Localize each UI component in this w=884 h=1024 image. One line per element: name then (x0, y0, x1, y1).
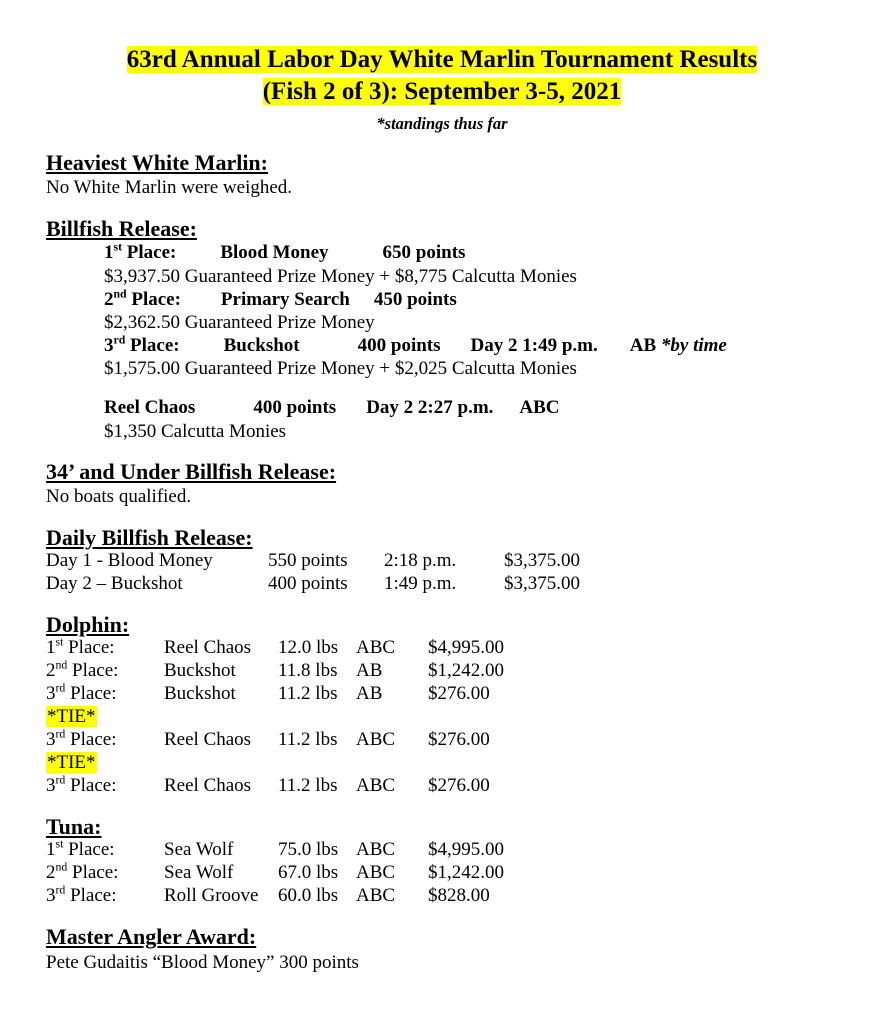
dolphin-angler: AB (356, 683, 383, 705)
tuna-table (46, 839, 548, 908)
daily-time: 2:18 p.m. (384, 550, 457, 572)
dolphin-table-continued-2 (46, 775, 548, 798)
billfish-entry-1 (46, 241, 838, 264)
tuna-angler: ABC (356, 839, 396, 861)
billfish-release-heading: Billfish Release: (46, 216, 197, 242)
day-time: Day 2 1:49 p.m. (470, 335, 598, 357)
dolphin-place: 3rd Place: (46, 773, 117, 797)
place-num: 3 (104, 335, 114, 357)
tuna-place: 3rd Place: (46, 884, 117, 907)
dolphin-boat: Reel Chaos (164, 775, 252, 797)
points: 450 points (373, 288, 457, 310)
daily-points: 400 points (268, 573, 348, 595)
daily-heading: Daily Billfish Release: (46, 524, 253, 550)
tuna-boat: Roll Groove (164, 885, 259, 907)
boat-name: Buckshot (223, 335, 300, 357)
dolphin-heading: Dolphin: (46, 612, 130, 638)
daily-points: 550 points (268, 550, 348, 572)
tuna-weight: 60.0 lbs (278, 885, 339, 907)
billfish-entry-2-line (104, 288, 838, 311)
table-row (46, 573, 624, 596)
tuna-boat: Sea Wolf (164, 839, 234, 861)
dolphin-place: 3rd Place: (46, 682, 117, 705)
dolphin-tie-marker-2: *TIE* (47, 752, 96, 774)
dolphin-weight: 11.2 lbs (278, 729, 338, 751)
table-row (46, 550, 624, 573)
points: 650 points (382, 242, 466, 264)
boat-name: Reel Chaos (104, 397, 196, 419)
boat-name: Blood Money (220, 242, 329, 264)
dolphin-table-continued-1 (46, 729, 548, 752)
points: 400 points (357, 335, 441, 357)
billfish-entry-1-money: $3,937.50 Guaranteed Prize Money + $8,775 Calcutta Monies (104, 265, 577, 287)
table-row (46, 729, 548, 752)
master-angler-heading: Master Angler Award: (46, 924, 257, 950)
daily-table (46, 550, 624, 596)
dolphin-angler: ABC (356, 637, 396, 659)
section-billfish-release (46, 216, 838, 443)
billfish-entry-2 (46, 288, 838, 311)
dolphin-boat: Reel Chaos (164, 637, 252, 659)
title-line-1: 63rd Annual Labor Day White Marlin Tournament Results (126, 46, 758, 73)
tuna-angler: ABC (356, 885, 396, 907)
section-dolphin (46, 612, 838, 798)
tuna-weight: 75.0 lbs (278, 839, 339, 861)
section-master-angler-award (46, 924, 838, 974)
section-heaviest-white-marlin (46, 150, 838, 200)
place-num: 1 (104, 242, 114, 264)
points: 400 points (253, 397, 337, 419)
billfish-entry-1-line (104, 241, 838, 264)
table-row (46, 637, 548, 660)
place-sup: st (113, 241, 122, 255)
place-rest: Place: (122, 242, 177, 264)
angler-code: AB (629, 335, 657, 357)
heaviest-heading: Heaviest White Marlin: (46, 150, 268, 175)
dolphin-weight: 11.8 lbs (278, 660, 338, 682)
table-row (46, 660, 548, 683)
table-row (46, 885, 548, 908)
billfish-extra-entry-line (104, 396, 838, 419)
dolphin-amount: $276.00 (428, 683, 490, 705)
billfish-extra-entry (46, 396, 838, 419)
tuna-boat: Sea Wolf (164, 862, 234, 884)
dolphin-place: 3rd Place: (46, 727, 117, 751)
document-title (46, 44, 838, 108)
tuna-weight: 67.0 lbs (278, 862, 339, 884)
day-time: Day 2 2:27 p.m. (366, 397, 494, 419)
tuna-amount: $4,995.00 (428, 839, 504, 861)
dolphin-place: 1st Place: (46, 636, 115, 659)
billfish-entry-3 (46, 334, 838, 357)
under34-heading: 34’ and Under Billfish Release: (46, 458, 337, 484)
boat-name: Primary Search (220, 288, 350, 310)
dolphin-amount: $1,242.00 (428, 660, 504, 682)
tuna-place: 2nd Place: (46, 861, 119, 884)
table-row (46, 775, 548, 798)
table-row (46, 862, 548, 885)
dolphin-boat: Buckshot (164, 660, 236, 682)
dolphin-amount: $276.00 (428, 729, 490, 751)
tuna-place: 1st Place: (46, 838, 115, 861)
table-row (46, 839, 548, 862)
dolphin-weight: 11.2 lbs (278, 683, 338, 705)
dolphin-angler: ABC (356, 775, 396, 797)
dolphin-amount: $4,995.00 (428, 637, 504, 659)
document-subtitle: *standings thus far (376, 114, 508, 133)
title-line-2: (Fish 2 of 3): September 3-5, 2021 (262, 78, 622, 105)
dolphin-amount: $276.00 (428, 775, 490, 797)
place-sup: nd (113, 287, 127, 301)
daily-amount: $3,375.00 (504, 550, 580, 572)
section-tuna (46, 814, 838, 908)
place-num: 2 (104, 288, 114, 310)
angler-code: ABC (519, 397, 560, 419)
tuna-amount: $828.00 (428, 885, 490, 907)
place-sup: rd (113, 333, 126, 347)
dolphin-tie-marker-1: *TIE* (47, 706, 96, 728)
dolphin-place: 2nd Place: (46, 659, 119, 682)
dolphin-weight: 11.2 lbs (278, 775, 338, 797)
section-daily-billfish-release (46, 525, 838, 596)
tuna-heading: Tuna: (46, 814, 102, 840)
under34-note: No boats qualified. (46, 486, 192, 508)
billfish-extra-entry-money: $1,350 Calcutta Monies (104, 420, 287, 442)
place-rest: Place: (126, 288, 181, 310)
dolphin-boat: Buckshot (164, 683, 236, 705)
place-rest: Place: (125, 335, 180, 357)
table-row (46, 683, 548, 706)
daily-day: Day 2 – Buckshot (46, 573, 183, 595)
dolphin-weight: 12.0 lbs (278, 637, 339, 659)
billfish-entry-3-line (104, 334, 838, 357)
tuna-amount: $1,242.00 (428, 862, 504, 884)
dolphin-angler: ABC (356, 729, 396, 751)
dolphin-table (46, 637, 548, 706)
tuna-angler: ABC (356, 862, 396, 884)
master-angler-line: Pete Gudaitis “Blood Money” 300 points (46, 951, 359, 973)
daily-amount: $3,375.00 (504, 573, 580, 595)
heaviest-note: No White Marlin were weighed. (46, 177, 293, 199)
billfish-entry-3-money: $1,575.00 Guaranteed Prize Money + $2,025 Calcutta Monies (104, 358, 577, 380)
daily-time: 1:49 p.m. (384, 573, 457, 595)
by-time-note: *by time (660, 335, 727, 357)
billfish-entry-2-money: $2,362.50 Guaranteed Prize Money (104, 311, 375, 333)
dolphin-boat: Reel Chaos (164, 729, 252, 751)
dolphin-angler: AB (356, 660, 383, 682)
daily-day: Day 1 - Blood Money (46, 550, 213, 572)
section-under-34-billfish-release (46, 459, 838, 509)
